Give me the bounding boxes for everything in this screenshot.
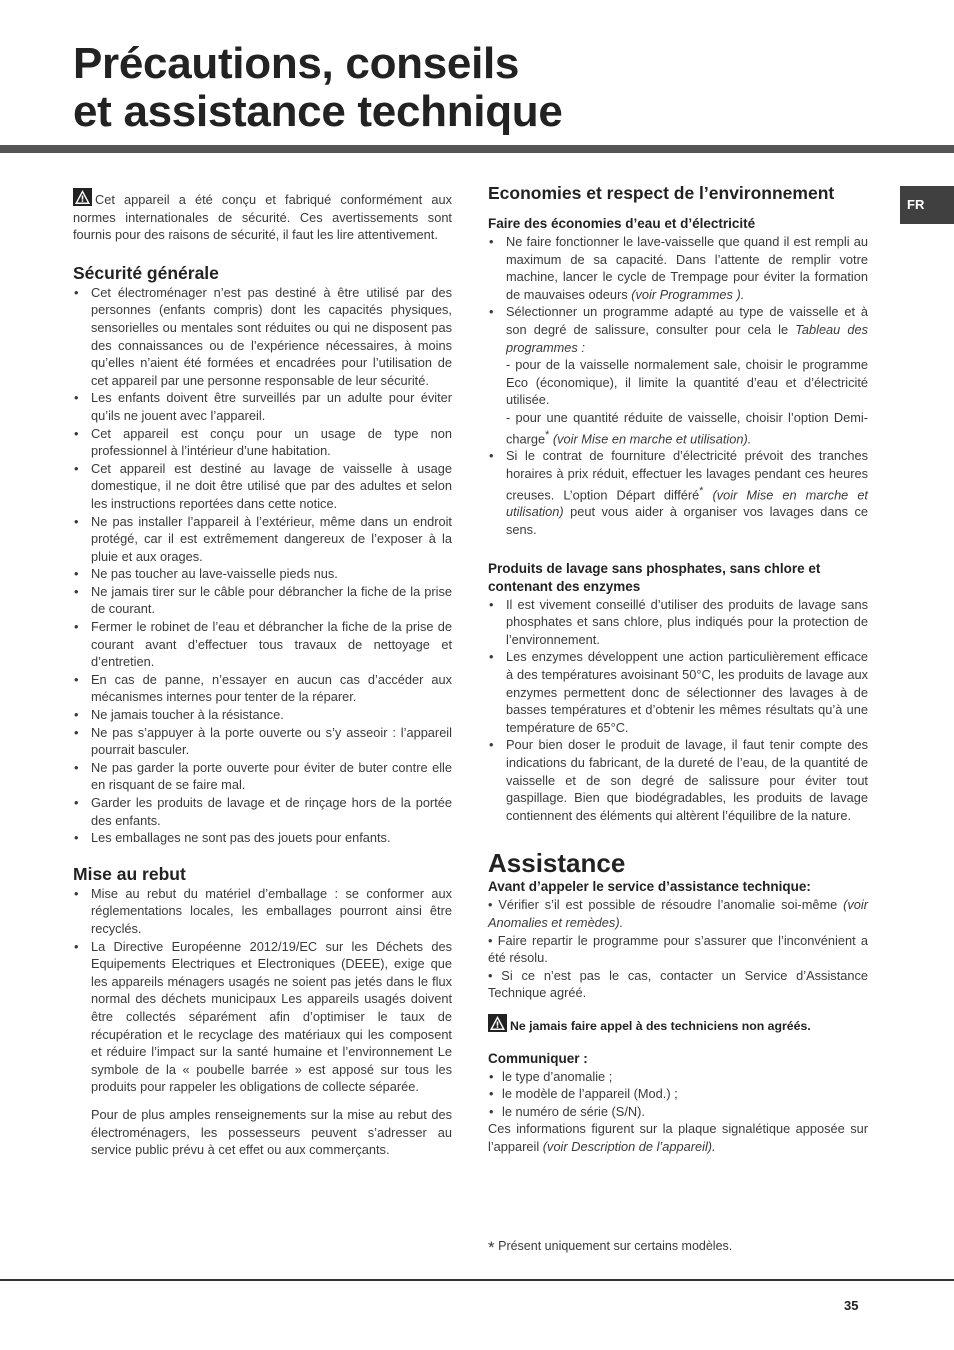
bottom-rule (0, 1279, 954, 1281)
list-item: • Pour bien doser le produit de lavage, il faut tenir compte des indications du fabricant, de la dureté de l’eau, de la quantité de vaisselle et de son degré de salissure pour éviter tout gaspillage. Bien que biodégradables, les produits de lavage contiennent des éléments qui altèrent l’équilibre de la nature. (488, 736, 868, 824)
list-item: • le numéro de série (S/N). (488, 1103, 868, 1121)
assistance-subheading: Avant d’appeler le service d’assistance technique: (488, 879, 811, 895)
list-item: • En cas de panne, n’essayer en aucun cas d’accéder aux mécanismes internes pour tenter de la réparer. (73, 671, 452, 706)
assistance-heading: Assistance (488, 848, 626, 879)
footnote (488, 1238, 732, 1258)
eco-item-3a-text: Si le contrat de fourniture d’électricité prévoit des tranches horaires à prix réduit, effectuer les lavages pendant ces heures creuses. L’option Départ différé (506, 448, 868, 502)
securite-heading: Sécurité générale (73, 262, 219, 283)
communiquer-closing (488, 1120, 868, 1155)
eco-item-2b-text: - pour de la vaisselle normalement sale, choisir le programme Eco (économique), il limite la quantité d’eau et d’électricité utilisée. (506, 357, 868, 408)
list-item (488, 447, 868, 538)
list-item: • La Directive Européenne 2012/19/EC sur les Déchets des Equipements Electriques et Electroniques (DEEE), exige que les appareils ménagers usagés ne soient pas jetés dans le flux normal des déchets municipaux Les appareils usagés doivent être collectés séparément afin d’optimiser le taux de récupération et le recyclage des matériaux qui les composent et réduire l’impact sur la santé humaine et l’environnement Le symbole de la « poubelle barrée » est apposé sur tous les produits pour rappeler les obligations de collecte séparée. (73, 938, 452, 1096)
eco-item-2a-text: Sélectionner un programme adapté au type de vaisselle et à son degré de salissure, consulter pour cela le (506, 304, 868, 337)
title-line-1: Précautions, conseils (73, 39, 520, 88)
list-item: • Les emballages ne sont pas des jouets pour enfants. (73, 829, 452, 847)
assistance-line-2: • Faire repartir le programme pour s’assurer que l’inconvénient a été résolu. (488, 932, 868, 966)
list-item: • Ne jamais toucher à la résistance. (73, 706, 452, 724)
right-column (488, 182, 868, 1155)
rebut-heading: Mise au rebut (73, 863, 186, 884)
assistance-line-1-text: • Vérifier s’il est possible de résoudre l’anomalie soi-même (488, 897, 844, 913)
language-tab: FR (900, 186, 954, 224)
eco-item-1-text: Ne faire fonctionner le lave-vaisselle que quand il est rempli au maximum de sa capacité. Dans l’attente de remplir votre machine, lancer le cycle de Trempage pour éviter la formation de mauvaises odeurs (506, 234, 868, 302)
list-item: • Mise au rebut du matériel d’emballage : se conformer aux réglementations locales, les emballages pourront ainsi être recyclés. (73, 885, 452, 938)
list-item: • Les enfants doivent être surveillés par un adulte pour éviter qu’ils ne jouent avec l’appareil. (73, 389, 452, 424)
title-line-2: et assistance technique (73, 87, 563, 136)
list-item: • Il est vivement conseillé d’utiliser des produits de lavage sans phosphates et sans chlore, plus indiqués pour la protection de l’environnement. (488, 596, 868, 649)
page-title (73, 40, 563, 136)
closing-text: Ces informations figurent sur la plaque signalétique apposée sur l’appareil (488, 1121, 868, 1154)
assistance-line-1 (488, 896, 868, 931)
eco-item-1-ref: (voir Programmes ). (631, 286, 745, 302)
left-column (73, 188, 452, 1159)
list-item: • le type d’anomalie ; (488, 1068, 868, 1086)
assistance-warning-text: Ne jamais faire appel à des techniciens non agréés. (510, 1018, 811, 1033)
list-item: • Ne pas s’appuyer à la porte ouverte ou s’y asseoir : l’appareil pourrait basculer. (73, 724, 452, 759)
page-number: 35 (844, 1298, 859, 1313)
list-item: • Ne jamais tirer sur le câble pour débrancher la fiche de la prise de courant. (73, 583, 452, 618)
assistance-warning (488, 1014, 868, 1036)
intro-text: Cet appareil a été conçu et fabriqué conformément aux normes internationales de sécurité. Ces avertissements sont fournis pour des raisons de sécurité, il faut les lire attentivement. (73, 192, 452, 243)
asterisk-mark: * (699, 484, 704, 497)
eco-heading: Economies et respect de l’environnement (488, 183, 835, 203)
top-rule (0, 145, 954, 153)
list-item: • Cet appareil est destiné au lavage de vaisselle à usage domestique, il ne doit être utilisé que par des adultes et selon les instructions reportées dans cette notice. (73, 460, 452, 513)
list-item: • Ne pas installer l’appareil à l’extérieur, même dans un endroit protégé, car il est extrêmement dangereux de l’exposer à la pluie et aux orages. (73, 513, 452, 566)
rebut-list (73, 885, 452, 1096)
eco-item-2a-ref: Tableau des programmes : (506, 321, 868, 355)
eco-item-2c-text: - pour une quantité réduite de vaisselle, choisir l’option Demi-charge (506, 409, 868, 446)
eco-list-1 (488, 233, 868, 539)
eco-item-2c-ref: (voir Mise en marche et utilisation). (549, 430, 752, 446)
intro-paragraph (73, 188, 452, 244)
communiquer-list (488, 1068, 868, 1121)
asterisk-mark: * (545, 428, 550, 441)
list-item: • Ne pas garder la porte ouverte pour éviter de buter contre elle en risquant de se faire mal. (73, 759, 452, 794)
list-item: • Ne pas toucher au lave-vaisselle pieds nus. (73, 565, 452, 583)
footnote-text: Présent uniquement sur certains modèles. (498, 1239, 733, 1253)
assistance-line-3: • Si ce n’est pas le cas, contacter un Service d’Assistance Technique agréé. (488, 967, 868, 1001)
closing-ref: (voir Description de l’appareil). (542, 1138, 716, 1154)
rebut-footer: Pour de plus amples renseignements sur la mise au rebut des électroménagers, les possesseurs peuvent s’adresser au service public prévu à cet effet ou aux commerçants. (91, 1106, 452, 1158)
list-item: • Garder les produits de lavage et de rinçage hors de la portée des enfants. (73, 794, 452, 829)
list-item: • Les enzymes développent une action particulièrement efficace à des températures avoisinant 50°C, les produits de lavage aux enzymes permettent donc de sélectionner des lavages à de basses températures et d’obtenir les mêmes résultats qu’à une température de 65°C. (488, 648, 868, 736)
eco-item-3b-text: peut vous aider à organiser vos lavages dans ce sens. (506, 504, 868, 538)
communiquer-heading: Communiquer : (488, 1050, 588, 1066)
eco-subheading-2: Produits de lavage sans phosphates, sans chlore et contenant des enzymes (488, 560, 821, 594)
warning-icon (488, 1014, 507, 1032)
list-item (488, 303, 868, 447)
list-item: • Cet appareil est conçu pour un usage de type non professionnel à l’intérieur d’une habitation. (73, 425, 452, 460)
footnote-asterisk: * (488, 1238, 495, 1257)
eco-list-2 (488, 596, 868, 825)
warning-icon (73, 188, 92, 206)
securite-list (73, 284, 452, 847)
list-item (488, 233, 868, 303)
assistance-line-1-ref: (voir Anomalies et remèdes). (488, 897, 868, 930)
eco-item-3-ref: (voir Mise en marche et utilisation) (506, 486, 868, 520)
list-item: • Cet électroménager n’est pas destiné à être utilisé par des personnes (enfants compris) dont les capacités physiques, sensorielles ou mentales sont réduites ou qui ne disposent pas des connaissances ou de l’expérience nécessaires, à moins qu’elles n’aient été formées et encadrées pour l’utilisation de cet appareil par une personne responsable de leur sécurité. (73, 284, 452, 390)
list-item: • Fermer le robinet de l’eau et débrancher la fiche de la prise de courant avant d’effectuer tous travaux de nettoyage et d’entretien. (73, 618, 452, 671)
list-item: • le modèle de l’appareil (Mod.) ; (488, 1085, 868, 1103)
eco-subheading-1: Faire des économies d’eau et d’électricité (488, 216, 756, 231)
